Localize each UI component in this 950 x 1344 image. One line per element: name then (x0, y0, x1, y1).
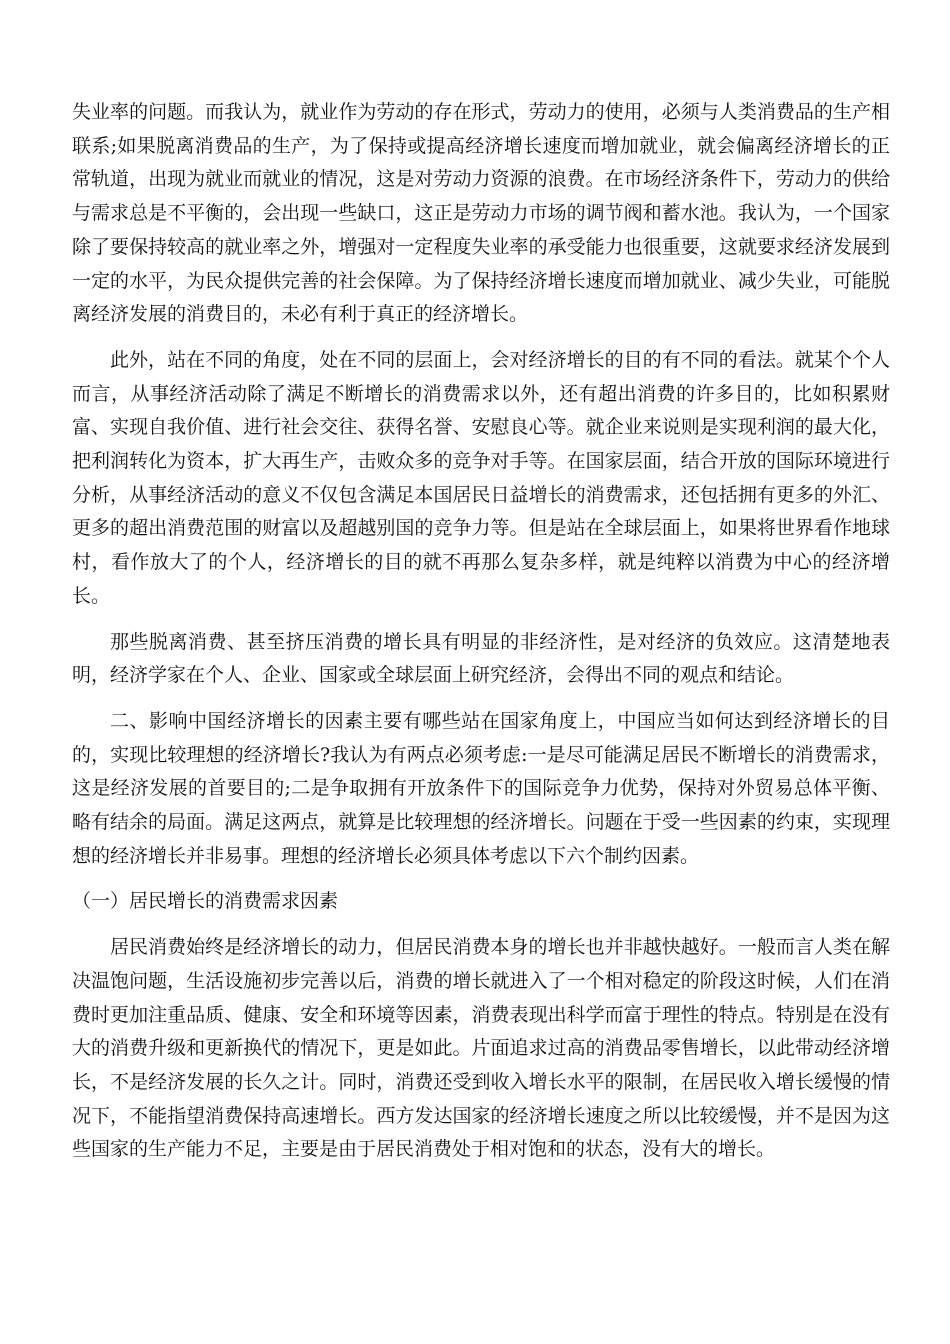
paragraph-section-two: 二、影响中国经济增长的因素主要有哪些站在国家角度上，中国应当如何达到经济增长的目的，实现比较理想的经济增长?我认为有两点必须考虑:一是尽可能满足居民不断增长的消费需求，这是经济发展的首要目的;二是争取拥有开放条件下的国际竞争力优势，保持对外贸易总体平衡、略有结余的局面。满足这两点，就算是比较理想的经济增长。问题在于受一些因素的约束，实现理想的经济增长并非易事。理想的经济增长必须具体考虑以下六个制约因素。 (72, 709, 890, 867)
paragraph-gap (72, 873, 890, 885)
paragraph-gap (72, 693, 890, 705)
paragraph-unemployment: 失业率的问题。而我认为，就业作为劳动的存在形式，劳动力的使用，必须与人类消费品的生产相联系;如果脱离消费品的生产，为了保持或提高经济增长速度而增加就业，就会偏离经济增长的正常轨道，出现为就业而就业的情况，这是对劳动力资源的浪费。在市场经济条件下，劳动力的供给与需求总是不平衡的，会出现一些缺口，这正是劳动力市场的调节阀和蓄水池。我认为，一个国家除了要保持较高的就业率之外，增强对一定程度失业率的承受能力也很重要，这就要求经济发展到一定的水平，为民众提供完善的社会保障。为了保持经济增长速度而增加就业、减少失业，可能脱离经济发展的消费目的，未必有利于真正的经济增长。 (72, 101, 890, 326)
document-page (72, 96, 890, 1167)
subsection-heading: （一）居民增长的消费需求因素 (72, 890, 339, 913)
paragraph-gap (72, 332, 890, 344)
paragraph-consumer-demand: 居民消费始终是经济增长的动力，但居民消费本身的增长也并非越快越好。一般而言人类在解决温饱问题，生活设施初步完善以后，消费的增长就进入了一个相对稳定的阶段这时候，人们在消费时更加注重品质、健康、安全和环境等因素，消费表现出科学而富于理性的特点。特别是在没有大的消费升级和更新换代的情况下，更是如此。片面追求过高的消费品零售增长，以此带动经济增长，不是经济发展的长久之计。同时，消费还受到收入增长水平的限制，在居民收入增长缓慢的情况下，不能指望消费保持高速增长。西方发达国家的经济增长速度之所以比较缓慢，并不是因为这些国家的生产能力不足，主要是由于居民消费处于相对饱和的状态，没有大的增长。 (72, 936, 890, 1161)
paragraph-non-economic-growth: 那些脱离消费、甚至挤压消费的增长具有明显的非经济性，是对经济的负效应。这清楚地表明，经济学家在个人、企业、国家或全球层面上研究经济，会得出不同的观点和结论。 (72, 630, 890, 687)
paragraph-perspectives: 此外，站在不同的角度，处在不同的层面上，会对经济增长的目的有不同的看法。就某个个人而言，从事经济活动除了满足不断增长的消费需求以外，还有超出消费的许多目的，比如积累财富、实现自我价值、进行社会交往、获得名誉、安慰良心等。就企业来说则是实现利润的最大化，把利润转化为资本，扩大再生产，击败众多的竞争对手等。在国家层面，结合开放的国际环境进行分析，从事经济活动的意义不仅包含满足本国居民日益增长的消费需求，还包括拥有更多的外汇、更多的超出消费范围的财富以及超越别国的竞争力等。但是站在全球层面上，如果将世界看作地球村，看作放大了的个人，经济增长的目的就不再那么复杂多样，就是纯粹以消费为中心的经济增长。 (72, 348, 890, 607)
paragraph-gap (72, 614, 890, 626)
paragraph-gap (72, 919, 890, 931)
